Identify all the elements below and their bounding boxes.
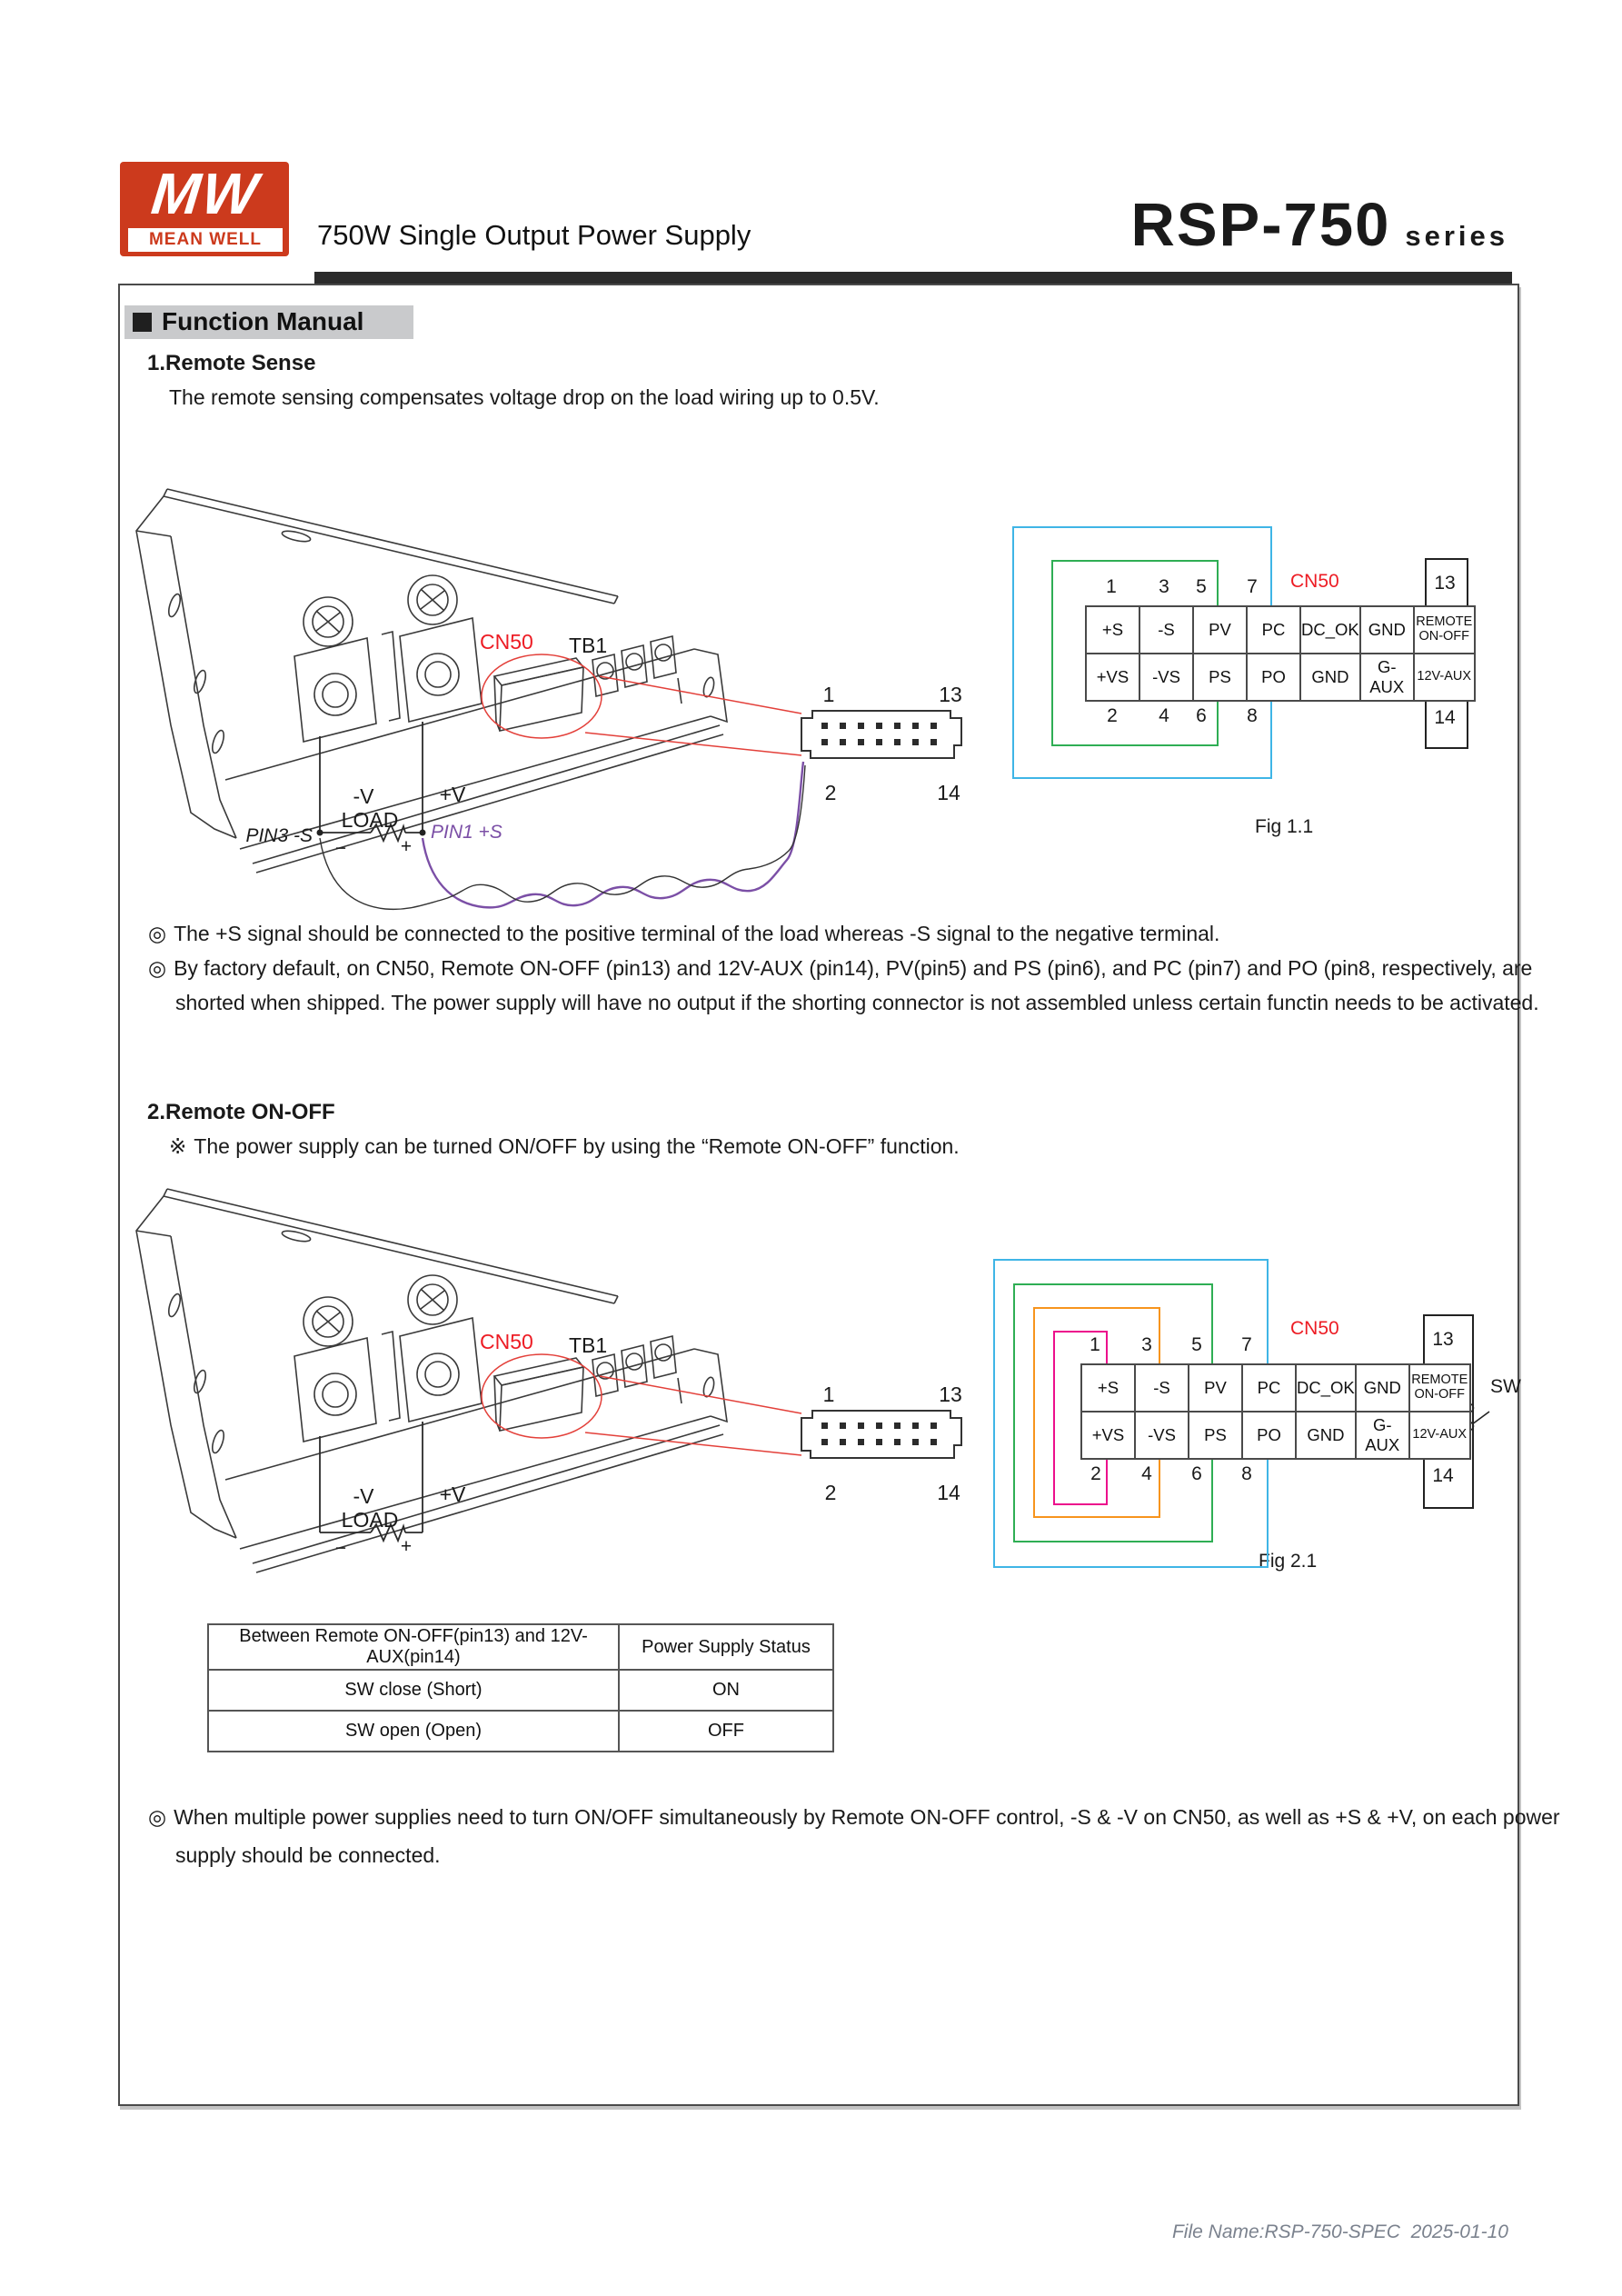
pin-cell: DC_OK [1296,1364,1356,1412]
load-label: LOAD [341,1508,399,1532]
pin-cell: -S [1139,606,1193,654]
minus-sign: − [334,1538,347,1559]
remote-sense-diagram [116,453,989,943]
fig-1-1-label: Fig 1.1 [1255,816,1314,837]
pin-number-3: 3 [1159,576,1169,597]
cn50-pin-table [1085,605,1476,702]
pin-cell: +VS [1081,1412,1135,1459]
pin-cell: +VS [1086,654,1139,701]
pin-cell: GND [1360,606,1414,654]
pin-cell: -VS [1139,654,1193,701]
pos-v-label: +V [439,1482,466,1506]
pin-cell: PS [1193,654,1247,701]
pin-cell: PC [1247,606,1300,654]
remote-onoff-heading: 2.Remote ON-OFF [147,1100,335,1124]
pin-cell: PV [1189,1364,1242,1412]
pin-number-4: 4 [1159,705,1169,726]
pin-number-5: 5 [1196,576,1207,597]
status-value-cell: OFF [619,1711,833,1752]
series-name: RSP-750 [1130,191,1391,259]
pin-number-6: 6 [1191,1463,1202,1484]
fig-2-1-label: Fig 2.1 [1259,1551,1318,1572]
remote-onoff-diagram [116,1153,989,1643]
tb1-label: TB1 [569,634,608,657]
neg-v-label: -V [353,1484,374,1508]
cn50-callout-label: CN50 [480,630,533,654]
remote-sense-note-1: ◎ The +S signal should be connected to the positive terminal of the load whereas -S signal to the negative terminal. [148,922,1220,945]
neg-v-label: -V [353,784,374,808]
pin-number-6: 6 [1196,705,1207,726]
plus-sign: + [400,836,413,857]
pin-cell: -VS [1135,1412,1189,1459]
pin-number-5: 5 [1191,1334,1202,1355]
plus-sign: + [400,1536,413,1557]
cn50-pinout-title: CN50 [1290,1318,1339,1339]
pin-cell: PC [1242,1364,1296,1412]
page-title: 750W Single Output Power Supply [317,219,751,251]
remote-onoff-note-cont: supply should be connected. [175,1843,441,1867]
pin-cell: GND [1356,1364,1409,1412]
pin-cell: PO [1247,654,1300,701]
connector-pin14-number: 14 [937,1481,960,1504]
connector-pin1-number: 1 [822,1383,835,1406]
pin1-label: PIN1 +S [431,822,503,843]
pin-cell: PS [1189,1412,1242,1459]
pin-cell: DC_OK [1300,606,1360,654]
pin-number-2: 2 [1107,705,1118,726]
remote-sense-note-2-cont: shorted when shipped. The power supply will have no output if the shorting connector is not assembled unless certain functin needs to be activated. [175,991,1539,1014]
sw-switch-label: SW [1490,1376,1521,1397]
bullet-icon: ◎ [148,956,167,980]
connector-pin2-number: 2 [824,1481,837,1504]
load-label: LOAD [341,808,399,832]
cn50-pin-table [1080,1363,1471,1460]
connector-pin13-number: 13 [939,1383,962,1406]
pin-number-13: 13 [1434,573,1456,594]
pin-number-4: 4 [1141,1463,1152,1484]
connector-pin1-number: 1 [822,683,835,706]
pin-cell: +S [1081,1364,1135,1412]
status-value-cell: ON [619,1670,833,1711]
connector-pin13-number: 13 [939,683,962,706]
pin-number-14: 14 [1432,1465,1454,1486]
series-title [909,191,1508,259]
reference-mark-icon: ※ [169,1134,187,1158]
pin-cell: REMOTE ON-OFF [1409,1364,1470,1412]
pin-cell: 12V-AUX [1414,654,1475,701]
minus-sign: − [334,838,347,859]
connector-pin14-number: 14 [937,781,960,804]
pin-number-7: 7 [1241,1334,1252,1355]
status-condition-cell: SW close (Short) [208,1670,619,1711]
pos-v-label: +V [439,783,466,806]
pin-number-8: 8 [1247,705,1258,726]
remote-sense-note-2: ◎ By factory default, on CN50, Remote ON-OFF (pin13) and 12V-AUX (pin14), PV(pin5) and PS (pin6), and PC (pin7) and PO (pin8, respectively, are [148,956,1533,980]
remote-sense-body: The remote sensing compensates voltage drop on the load wiring up to 0.5V. [169,385,880,409]
remote-onoff-body: ※ The power supply can be turned ON/OFF by using the “Remote ON-OFF” function. [169,1134,960,1158]
pin-number-1: 1 [1106,576,1117,597]
bullet-icon: ◎ [148,1805,167,1829]
pin-cell: GND [1296,1412,1356,1459]
cn50-pinout-title: CN50 [1290,571,1339,592]
series-suffix: series [1405,220,1508,252]
remote-onoff-status-table [207,1623,834,1752]
remote-sense-heading: 1.Remote Sense [147,351,316,375]
bullet-icon: ◎ [148,922,167,945]
pin-cell: PV [1193,606,1247,654]
pin3-label: PIN3 -S [245,825,313,846]
pin-number-7: 7 [1247,576,1258,597]
status-condition-cell: SW open (Open) [208,1711,619,1752]
pin-number-13: 13 [1432,1329,1454,1350]
table-row [208,1670,833,1711]
pin-cell: GND [1300,654,1360,701]
pin-number-2: 2 [1090,1463,1101,1484]
pin-number-1: 1 [1090,1334,1100,1355]
pin-cell: +S [1086,606,1139,654]
pin-cell: REMOTE ON-OFF [1414,606,1475,654]
pin-cell: G-AUX [1360,654,1414,701]
pin-cell: PO [1242,1412,1296,1459]
remote-onoff-note: ◎ When multiple power supplies need to turn ON/OFF simultaneously by Remote ON-OFF control, -S & -V on CN50, as well as +S & +V, on each power [148,1805,1560,1829]
pin-number-3: 3 [1141,1334,1152,1355]
footer-file-info: File Name:RSP-750-SPEC 2025-01-10 [1171,2221,1508,2242]
meanwell-logo-mw-glyph: MW [148,161,263,226]
meanwell-logo-brand: MEAN WELL [127,227,284,253]
tb1-label: TB1 [569,1333,608,1357]
pin-number-8: 8 [1241,1463,1252,1484]
cn50-callout-label: CN50 [480,1330,533,1353]
section-banner-title: Function Manual [162,307,364,335]
section-banner-square-icon [133,313,152,332]
pin-cell: G-AUX [1356,1412,1409,1459]
status-table-header-condition: Between Remote ON-OFF(pin13) and 12V-AUX(pin14) [208,1624,619,1670]
status-table-header-status: Power Supply Status [619,1624,833,1670]
table-row [208,1711,833,1752]
pin-cell: -S [1135,1364,1189,1412]
connector-pin2-number: 2 [824,781,837,804]
pin-number-14: 14 [1434,707,1456,728]
pin-cell: 12V-AUX [1409,1412,1470,1459]
